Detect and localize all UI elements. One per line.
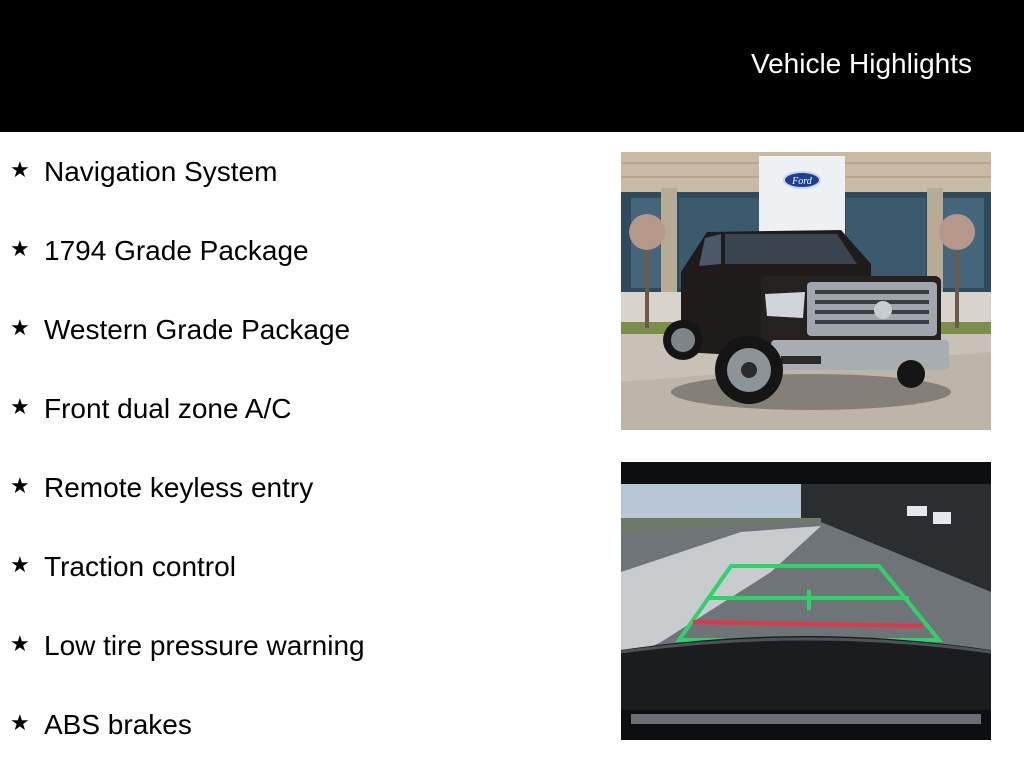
star-icon: ★ <box>10 394 30 419</box>
star-icon: ★ <box>10 473 30 498</box>
star-icon: ★ <box>10 236 30 261</box>
ford-logo-text: Ford <box>792 176 812 187</box>
feature-label: Remote keyless entry <box>44 472 314 503</box>
feature-item <box>10 229 365 308</box>
star-icon: ★ <box>10 157 30 182</box>
star-icon: ★ <box>10 710 30 735</box>
star-icon: ★ <box>10 315 30 340</box>
header-bar <box>0 0 1024 132</box>
feature-list <box>10 150 365 782</box>
feature-label: Traction control <box>44 551 236 582</box>
feature-item <box>10 466 365 545</box>
page-title: Vehicle Highlights <box>750 48 972 79</box>
feature-item <box>10 150 365 229</box>
feature-item <box>10 624 365 703</box>
feature-label: Front dual zone A/C <box>44 393 292 424</box>
backup-camera-photo <box>621 462 991 740</box>
truck-photo <box>621 152 991 430</box>
feature-label: Navigation System <box>44 156 278 187</box>
feature-label: Low tire pressure warning <box>44 630 365 661</box>
feature-item <box>10 387 365 466</box>
feature-label: ABS brakes <box>44 709 192 740</box>
star-icon: ★ <box>10 552 30 577</box>
feature-item <box>10 545 365 624</box>
feature-item <box>10 308 365 387</box>
star-icon: ★ <box>10 631 30 656</box>
feature-label: 1794 Grade Package <box>44 235 309 266</box>
feature-item <box>10 703 365 782</box>
feature-label: Western Grade Package <box>44 314 351 345</box>
